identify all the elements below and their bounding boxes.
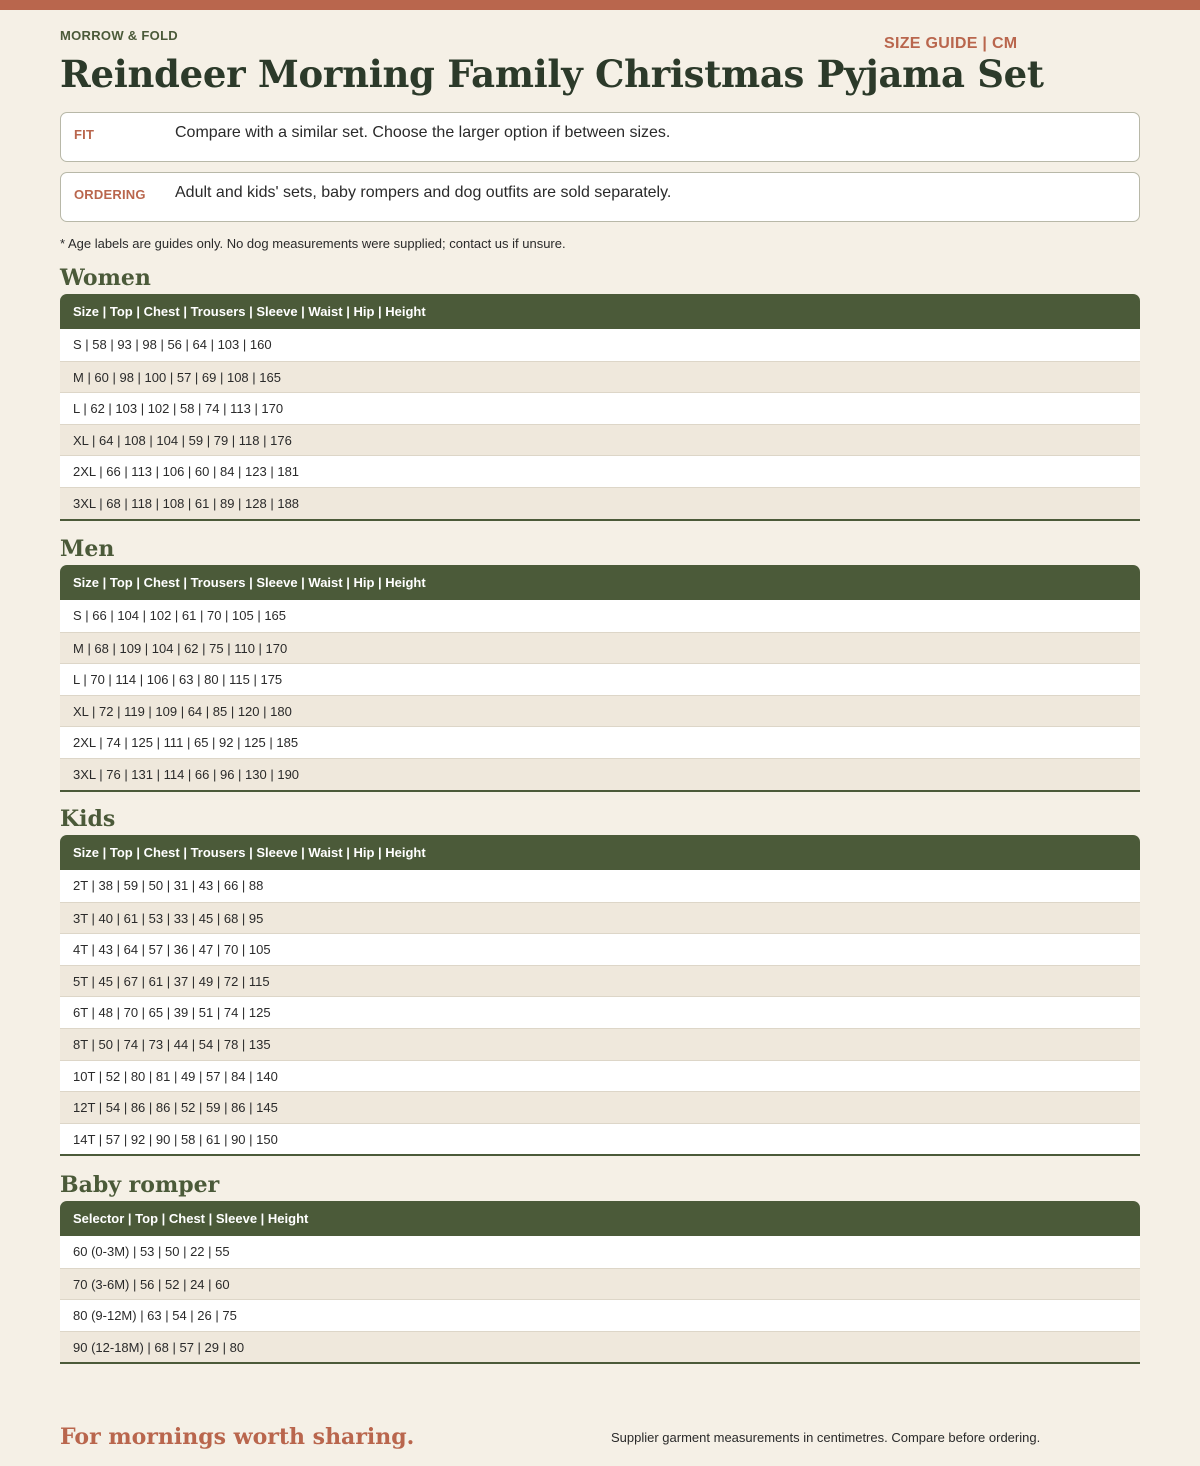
table-row: M | 68 | 109 | 104 | 62 | 75 | 110 | 170 <box>60 632 1140 664</box>
table-body <box>60 870 1140 1154</box>
fit-note-text: Compare with a similar set. Choose the larger option if between sizes. <box>175 124 671 141</box>
table-row: 60 (0-3M) | 53 | 50 | 22 | 55 <box>60 1236 1140 1268</box>
table-row: 2XL | 74 | 125 | 111 | 65 | 92 | 125 | 185 <box>60 726 1140 758</box>
top-accent-bar <box>0 0 1200 10</box>
footer-note: Supplier garment measurements in centimetres. Compare before ordering. <box>611 1430 1041 1445</box>
table-header: Size | Top | Chest | Trousers | Sleeve | Waist | Hip | Height <box>60 835 1140 870</box>
table-row: 90 (12-18M) | 68 | 57 | 29 | 80 <box>60 1331 1140 1363</box>
table-header: Size | Top | Chest | Trousers | Sleeve | Waist | Hip | Height <box>60 565 1140 600</box>
table-row: 8T | 50 | 74 | 73 | 44 | 54 | 78 | 135 <box>60 1028 1140 1060</box>
table-row: L | 62 | 103 | 102 | 58 | 74 | 113 | 170 <box>60 392 1140 424</box>
section-title-men: Men <box>60 536 115 562</box>
table-row: XL | 64 | 108 | 104 | 59 | 79 | 118 | 176 <box>60 424 1140 456</box>
section-title-baby-romper: Baby romper <box>60 1172 220 1198</box>
table-body <box>60 1236 1140 1362</box>
size-table-men <box>60 565 1140 792</box>
table-row: L | 70 | 114 | 106 | 63 | 80 | 115 | 175 <box>60 663 1140 695</box>
page-title: Reindeer Morning Family Christmas Pyjama Set <box>60 52 1044 96</box>
table-row: 6T | 48 | 70 | 65 | 39 | 51 | 74 | 125 <box>60 996 1140 1028</box>
table-row: 2XL | 66 | 113 | 106 | 60 | 84 | 123 | 181 <box>60 455 1140 487</box>
size-table-kids <box>60 835 1140 1156</box>
table-header: Size | Top | Chest | Trousers | Sleeve | Waist | Hip | Height <box>60 294 1140 329</box>
table-row: 5T | 45 | 67 | 61 | 37 | 49 | 72 | 115 <box>60 965 1140 997</box>
footer-tagline: For mornings worth sharing. <box>60 1424 415 1450</box>
table-row: 3XL | 76 | 131 | 114 | 66 | 96 | 130 | 190 <box>60 758 1140 790</box>
table-row: XL | 72 | 119 | 109 | 64 | 85 | 120 | 180 <box>60 695 1140 727</box>
table-body <box>60 600 1140 790</box>
table-row: 2T | 38 | 59 | 50 | 31 | 43 | 66 | 88 <box>60 870 1140 902</box>
ordering-note <box>60 172 1140 222</box>
table-row: 14T | 57 | 92 | 90 | 58 | 61 | 90 | 150 <box>60 1123 1140 1155</box>
section-title-kids: Kids <box>60 806 116 832</box>
fit-note-label: FIT <box>74 127 95 142</box>
size-table-baby-romper <box>60 1201 1140 1364</box>
table-row: S | 66 | 104 | 102 | 61 | 70 | 105 | 165 <box>60 600 1140 632</box>
age-footnote: * Age labels are guides only. No dog measurements were supplied; contact us if unsure. <box>60 236 566 251</box>
ordering-note-text: Adult and kids' sets, baby rompers and dog outfits are sold separately. <box>175 184 672 201</box>
fit-note <box>60 112 1140 162</box>
table-row: 12T | 54 | 86 | 86 | 52 | 59 | 86 | 145 <box>60 1091 1140 1123</box>
table-row: 80 (9-12M) | 63 | 54 | 26 | 75 <box>60 1299 1140 1331</box>
table-row: 70 (3-6M) | 56 | 52 | 24 | 60 <box>60 1268 1140 1300</box>
size-guide-label: SIZE GUIDE | CM <box>884 35 1018 52</box>
ordering-note-label: ORDERING <box>74 187 146 202</box>
table-row: 3XL | 68 | 118 | 108 | 61 | 89 | 128 | 188 <box>60 487 1140 519</box>
section-title-women: Women <box>60 265 151 291</box>
table-row: 4T | 43 | 64 | 57 | 36 | 47 | 70 | 105 <box>60 933 1140 965</box>
table-header: Selector | Top | Chest | Sleeve | Height <box>60 1201 1140 1236</box>
table-body <box>60 329 1140 519</box>
size-table-women <box>60 294 1140 521</box>
table-row: 10T | 52 | 80 | 81 | 49 | 57 | 84 | 140 <box>60 1060 1140 1092</box>
table-row: S | 58 | 93 | 98 | 56 | 64 | 103 | 160 <box>60 329 1140 361</box>
brand-name: MORROW & FOLD <box>60 28 178 43</box>
table-row: 3T | 40 | 61 | 53 | 33 | 45 | 68 | 95 <box>60 902 1140 934</box>
table-row: M | 60 | 98 | 100 | 57 | 69 | 108 | 165 <box>60 361 1140 393</box>
